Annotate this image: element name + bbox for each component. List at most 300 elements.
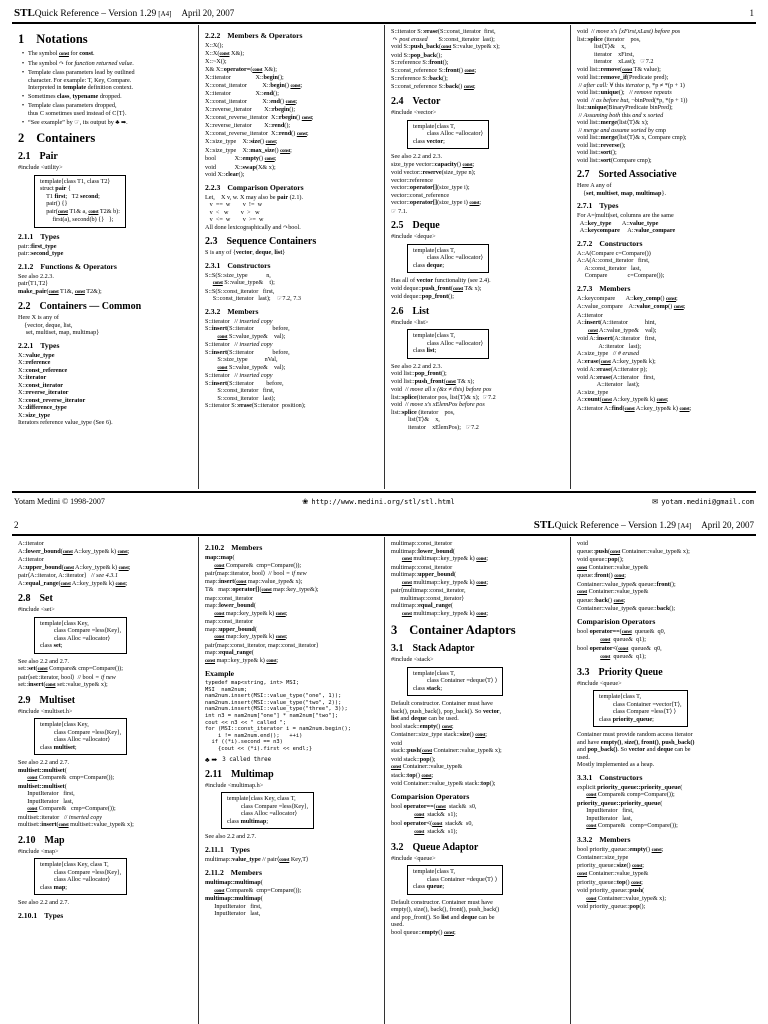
const-marker: const [265, 140, 276, 145]
text-line: void [577, 540, 589, 547]
text-line: list::splice(iterator pos, list⟨T⟩& x); ☞7.2 [391, 393, 496, 401]
text-line: void list::sort(Compare cmp); [577, 156, 652, 164]
text-line: “See example” by ☞, its output by ♣ ➡. [28, 118, 128, 126]
const-marker: const [577, 872, 588, 877]
box-line: class Alloc =allocator⟩ [227, 810, 297, 818]
inline-emphasis: multimap [635, 189, 662, 197]
inline-emphasis: after call: [583, 81, 609, 89]
inline-emphasis: make_pair [18, 287, 47, 295]
inline-emphasis: front [445, 66, 459, 74]
text-line: A::A(A::const_iterator first, [577, 257, 650, 264]
const-marker: const [586, 896, 597, 902]
const-marker: const [391, 765, 402, 770]
heading-title: Members [599, 834, 631, 844]
text-line: S::insert(S::iterator before, [205, 379, 284, 387]
text-line: A::erase(const A::key_type& k); [577, 357, 656, 365]
text-line: void A::insert(A::iterator first, [577, 335, 657, 342]
text-line: X::size_type [18, 411, 50, 419]
inline-emphasis: size [250, 138, 260, 145]
const-marker: const [58, 52, 69, 57]
const-marker: const [252, 67, 263, 73]
page1-column-3 [384, 25, 570, 489]
text-line: A::iterator [18, 556, 44, 563]
inline-emphasis: push [407, 747, 420, 754]
text-line: const queue& q1); [600, 653, 646, 660]
text-block [391, 855, 567, 863]
inline-emphasis: empty [242, 155, 259, 162]
text-line: See also 2.2.3. [18, 272, 54, 280]
inline-emphasis: priority_queue::priority_queue [597, 783, 681, 791]
text-line: multimap::equal_range( [391, 602, 453, 609]
bullet-text [28, 60, 195, 68]
inline-emphasis: and [632, 111, 642, 119]
const-marker: const [475, 733, 486, 738]
heading-number: 2.2.2 [205, 31, 221, 40]
inline-emphasis: insert [41, 821, 57, 828]
bullet-icon: • [21, 102, 25, 109]
subsubsection-heading [205, 31, 381, 40]
text-line: and pop_front(). So list and deque can be [391, 913, 495, 921]
inline-emphasis: multiset [53, 743, 75, 751]
subsubsection-heading [18, 262, 195, 271]
inline-emphasis: set [586, 189, 594, 197]
text-line: Sometimes class, typename dropped. [28, 93, 122, 100]
text-line: const stack& s1); [414, 828, 458, 835]
const-marker: const [476, 557, 487, 562]
text-block [205, 272, 381, 303]
text-line: Here A any of [577, 182, 612, 189]
heading-number: 2.5 [391, 220, 404, 231]
box-line: struct pair { [40, 185, 71, 192]
subsection-heading [18, 695, 195, 706]
inline-emphasis: iterator [625, 81, 645, 89]
text-line: void X::swap(X& x); [205, 163, 276, 171]
inline-emphasis: value_type [232, 855, 261, 863]
inline-emphasis: back [656, 605, 670, 612]
inline-emphasis: keycompare [587, 227, 620, 234]
text-block [18, 273, 195, 297]
text-line: X::const_iterator [18, 381, 64, 389]
const-marker: const [618, 646, 629, 652]
box-line: class Alloc =allocator⟩ [40, 736, 110, 743]
box-line: class Alloc =allocator⟩ [40, 876, 110, 883]
box-line: template⟨class T1, class T2⟩ [40, 177, 110, 185]
text-line: #include <queue> [391, 854, 436, 862]
text-block [391, 28, 567, 91]
inline-emphasis: const_reverse_iterator [25, 396, 86, 404]
text-block [18, 352, 195, 427]
text-line: const A::value_type& val); [587, 326, 657, 334]
text-line: InputIterator last, [577, 814, 633, 822]
heading-title: Types [230, 844, 250, 854]
text-line: X::iterator [18, 374, 47, 381]
inline-emphasis: rbegin [272, 106, 290, 113]
text-line: and pop_back(). So vector and deque can be [577, 746, 691, 753]
text-line: A::key_type A::value_type [577, 219, 659, 227]
text-block [205, 879, 381, 918]
text-line: pair⟨A::iterator, A::iterator⟩ // see 4.3.1 [18, 572, 118, 579]
inline-emphasis: upper_bound [25, 563, 62, 571]
doc-date: April 20, 2007 [181, 8, 235, 18]
box-line: template⟨class T, [413, 122, 456, 130]
const-marker: const [464, 68, 475, 74]
inline-emphasis: empty [419, 722, 437, 730]
const-marker: const [624, 406, 635, 412]
text-line: const S::value_type& val); [217, 332, 286, 340]
text-line: multiset::iterator // inserted copy [18, 813, 103, 821]
text-line: A::A(Compare c=Compare()) [577, 249, 651, 257]
box-line: pair(const T1& a, const T2& b): [40, 207, 120, 215]
text-line: const Container::value_type& [577, 563, 649, 571]
box-line: first(a), second(b) {} }; [40, 216, 114, 223]
text-line: #include <multimap.h> [205, 781, 264, 789]
subsubsection-heading [577, 239, 753, 248]
inline-emphasis: first [54, 192, 66, 200]
text-line: S::insert(S::iterator before, [205, 325, 290, 332]
const-marker: const [476, 611, 487, 617]
text-block [577, 540, 753, 613]
text-line: InputIterator first, [577, 807, 634, 814]
text-line: A::size_type [577, 388, 609, 396]
text-line: pair⟨multimap::const_iterator, [391, 587, 466, 594]
const-marker: const [610, 549, 621, 555]
text-line: map::upper_bound( [205, 625, 257, 633]
text-line: X::const_iterator X::end() const; [205, 97, 298, 105]
page2-column-3 [384, 537, 570, 1024]
const-marker: const [651, 847, 662, 853]
inline-emphasis: queue [426, 883, 443, 890]
bullet-item [18, 69, 195, 92]
inline-emphasis: reverse [600, 141, 620, 149]
const-marker: const [279, 857, 290, 863]
text-block [391, 899, 567, 938]
text-line: {vector, deque, list, [18, 321, 73, 329]
text-line: Container::size_type stack::size() const; [391, 731, 487, 738]
const-marker: const [118, 565, 129, 571]
subsubsection-heading [18, 911, 195, 920]
text-line: #include <set> [18, 606, 55, 613]
heading-number: 3.2 [391, 841, 404, 853]
text-line: X::difference_type [18, 404, 67, 411]
text-line: S::const_iterator first, [205, 387, 275, 394]
inline-emphasis: insert [211, 348, 228, 356]
inline-emphasis: Assuming both [583, 111, 621, 119]
text-line: list⟨T⟩& x, [577, 43, 626, 50]
text-line: Container must provide random access iterator [577, 731, 693, 738]
inline-emphasis: capacity [434, 160, 457, 168]
const-marker: const [443, 930, 454, 936]
subsection-heading [18, 835, 195, 846]
text-line: void list::unique(); // remove repeats [577, 89, 672, 96]
subsubsection-heading [205, 183, 381, 192]
inline-emphasis: count [584, 396, 600, 403]
text-line: // Assuming both this and x sorted [577, 111, 664, 119]
box-line: class Container =deque⟨T⟩ ⟩ [413, 677, 498, 684]
text-block [391, 277, 567, 301]
text-line: A::equal_range(const A::key_type& k) const; [18, 579, 128, 587]
text-block [577, 784, 753, 831]
inline-emphasis: deque [255, 249, 272, 256]
code-line: nam2num.insert(MSI::value_type("three", 3)); [205, 706, 348, 713]
box-line: class multimap; [227, 817, 269, 825]
box-line: class map; [40, 883, 68, 891]
text-line: const Container::value_type& [577, 588, 649, 595]
inline-emphasis: swap [242, 163, 256, 171]
heading-title: Queue Adaptor [412, 841, 479, 853]
box-line: class Compare =less⟨Key⟩, [40, 728, 122, 736]
text-line: The symbol const for const. [28, 50, 95, 57]
inline-emphasis: # erased [617, 350, 640, 357]
heading-title: List [412, 305, 430, 317]
const-marker: const [586, 793, 597, 798]
text-line: pair::second_type [18, 250, 64, 257]
inline-emphasis: lower_bound [418, 547, 453, 555]
heading-number: 3.3.2 [577, 834, 593, 844]
class-template-box [407, 667, 503, 697]
const-marker: const [656, 398, 667, 403]
bullet-item [18, 102, 195, 117]
inline-emphasis: deque [410, 715, 427, 722]
const-marker: const [421, 749, 432, 754]
text-line: {set, multiset, map, multimap}. [577, 189, 667, 197]
inline-emphasis: back [445, 82, 459, 90]
heading-title: Types [40, 231, 60, 241]
inline-emphasis: set [53, 642, 61, 649]
footer-email[interactable]: yotam.medini@gmail.com [661, 498, 754, 506]
text-line: const map::key_type& k) const; [214, 609, 288, 617]
const-marker: const [435, 804, 446, 810]
text-line: set, multiset, map, multimap} [18, 329, 100, 336]
text-line: bool stack::empty() const; [391, 722, 454, 730]
inline-emphasis: push_front [421, 284, 451, 292]
text-line: X::size_type X::size() const; [205, 138, 278, 145]
text-block [577, 212, 753, 235]
bullet-item [18, 119, 195, 127]
text-line: S::iterator // inserted copy [205, 317, 273, 325]
inline-emphasis: reference [25, 359, 51, 366]
const-marker: const [58, 823, 69, 828]
inline-emphasis: difference_type [25, 404, 67, 411]
subsubsection-heading [577, 201, 753, 210]
inline-emphasis: remove_if [600, 74, 627, 81]
text-line: pair⟨T1,T2⟩ [18, 280, 48, 287]
text-block [205, 318, 381, 410]
class-template-box [34, 617, 127, 654]
inline-emphasis: value_type [25, 351, 55, 359]
box-line: class set; [40, 642, 63, 649]
const-marker: const [37, 667, 48, 672]
subsubsection-heading [205, 543, 381, 552]
text-block [577, 28, 753, 164]
text-line: #include <vector> [391, 109, 437, 116]
inline-emphasis: clear [225, 171, 239, 178]
const-marker: const [236, 579, 247, 585]
inline-emphasis: splice [588, 35, 603, 43]
inline-emphasis: splice [402, 408, 417, 416]
text-line: S::iterator S::erase(S::const_iterator first, [391, 28, 496, 35]
heading-title: Members [231, 543, 263, 552]
inline-emphasis: erase [597, 373, 611, 381]
text-line: queue::front() const; [577, 572, 626, 579]
heading-title: Functions & Operators [40, 261, 117, 271]
const-marker: const [632, 863, 643, 869]
subsubsection-heading [205, 261, 381, 270]
text-block [391, 233, 567, 241]
section-heading [18, 32, 195, 47]
text-line: multiset::insert(const multiset::value_type& x); [18, 821, 134, 828]
inline-emphasis: empty() [600, 738, 622, 746]
page2-column-1 [12, 537, 198, 1024]
text-line: void priority_queue::push( [577, 887, 645, 894]
heading-title: Notations [36, 32, 88, 46]
const-marker: const [275, 611, 286, 617]
text-line: iterator xLast); ☞7.2 [577, 58, 654, 65]
text-line: multimap::const_iterator⟩ [391, 594, 464, 602]
text-line: void queue::pop(); [577, 556, 624, 563]
text-line: void // move x's [xFirst,xLast) before pos [577, 28, 681, 35]
heading-number: 2.11.1 [205, 844, 224, 854]
box-line: class vector; [413, 137, 445, 145]
text-line: void Container::value_type& stack::top(); [391, 780, 496, 787]
text-block [18, 899, 195, 907]
output-text: 3 called three [222, 756, 272, 763]
text-line: void deque::push_front(const T& x); [391, 284, 482, 292]
heading-title: Deque [412, 220, 440, 231]
inline-emphasis: operator== [589, 627, 620, 635]
text-line: const multimap::key_type& k) const; [401, 578, 489, 586]
inline-emphasis: map [620, 189, 633, 197]
text-line: X::reference [18, 359, 51, 366]
inline-emphasis: multiset::multiset [18, 766, 65, 774]
const-marker: const [679, 406, 690, 412]
const-marker: const [217, 365, 228, 371]
text-line: map::const_iterator [205, 618, 254, 625]
text-block [391, 803, 567, 837]
bullet-item [18, 60, 195, 68]
heading-title: Containers [36, 131, 96, 145]
heading-title: Types [599, 201, 619, 210]
const-marker: const [432, 821, 443, 827]
text-line: #include <stack> [391, 656, 434, 663]
inline-emphasis: push_back() [661, 738, 695, 746]
inline-emphasis: const [79, 50, 94, 57]
heading-number: 2.11 [205, 768, 222, 780]
const-marker: const [27, 776, 38, 781]
text-line: const queue& q1); [600, 636, 646, 643]
page1-columns [12, 25, 756, 489]
box-line: class stack; [413, 684, 443, 692]
text-line: void X::clear(); [205, 171, 245, 178]
example-output [205, 756, 381, 764]
text-line: For A=|multi|set, columns are the same [577, 212, 674, 219]
text-block [391, 363, 567, 432]
bold-heading: Comparision Operators [577, 616, 656, 626]
code-line: nam2num.insert(MSI::value_type("two", 2)); [205, 699, 342, 706]
inline-emphasis: front [656, 580, 670, 588]
heading-number: 2.1.1 [18, 231, 34, 241]
const-marker: const [275, 635, 286, 640]
text-line: X::X(const X&); [205, 49, 245, 57]
text-line: multiset::multiset( [18, 766, 67, 774]
text-line: vector::operator[](size_type i) const; [391, 199, 482, 206]
subsection-heading [391, 306, 567, 317]
text-line: X& X::operator=(const X&); [205, 65, 277, 73]
text-line: multimap::upper_bound( [391, 571, 456, 578]
text-line: stack::top() const; [391, 771, 434, 779]
text-line: Interpreted in template definition context. [28, 84, 133, 91]
text-line: void // as before but, ¬binPred(*p, *(p + 1)) [577, 96, 688, 104]
text-block [391, 540, 567, 618]
text-block [18, 658, 195, 690]
text-line: X::size_type X::max_size() const; [205, 146, 292, 154]
code-line: typedef map<string, int> MSI; [205, 680, 300, 686]
const-marker: const [587, 328, 598, 334]
inline-emphasis: rbegin [278, 113, 297, 121]
text-block [391, 656, 567, 664]
footer-url[interactable]: http://www.medini.org/stl/stl.html [311, 498, 455, 506]
footer-url-cell [302, 497, 455, 506]
heading-number: 2.3 [205, 236, 218, 247]
text-line: void [391, 739, 403, 747]
text-line: vector::reference [391, 176, 433, 184]
page2-number: 2 [14, 520, 19, 530]
inline-emphasis: begin [263, 74, 278, 81]
heading-number: 3.1 [391, 643, 404, 654]
text-line: map::const_iterator [205, 594, 254, 602]
heading-title: Constructors [227, 260, 271, 270]
box-line: template⟨class T, [413, 332, 456, 339]
inline-emphasis: multiset [596, 189, 618, 197]
heading-title: Members & Operators [227, 31, 303, 40]
subsubsection-heading [18, 341, 195, 350]
text-line: void priority_queue::pop(); [577, 903, 646, 910]
inline-emphasis: vector [416, 277, 434, 284]
subsection-heading [391, 96, 567, 107]
subsubsection-heading [205, 868, 381, 877]
text-line: X::const_iterator X::begin() const; [205, 81, 303, 89]
inline-emphasis: pair [277, 193, 289, 201]
const-marker: const [421, 773, 432, 779]
const-marker: const [463, 84, 474, 90]
text-line: void stack::pop(); [391, 755, 436, 763]
footer-copyright: Yotam Medini © 1998-2007 [14, 497, 105, 506]
class-template-box [407, 329, 489, 359]
const-marker: const [212, 281, 223, 286]
inline-emphasis: map::map [205, 554, 233, 561]
page2-column-4 [570, 537, 756, 1024]
heading-number: 2.11.2 [205, 868, 224, 878]
text-line: Template class parameters lead by outlined [28, 69, 135, 76]
text-block [391, 109, 567, 117]
text-line: iterator xElemPos); ☞7.2 [391, 423, 479, 431]
box-line: class Alloc =allocator⟩ [40, 634, 110, 642]
heading-number: 2.3.1 [205, 260, 221, 270]
box-line: class Container =deque⟨T⟩ ⟩ [413, 875, 498, 883]
inline-emphasis: priority_queue::priority_queue [577, 799, 661, 807]
inline-emphasis: operator[] [409, 199, 438, 206]
text-line: S::const_iterator last); [205, 394, 276, 402]
box-line: class Compare =less⟨Key⟩, [227, 802, 309, 810]
box-line: template⟨class Key, [40, 721, 89, 728]
const-marker: const [48, 289, 59, 295]
text-line: Here X is any of [18, 314, 59, 321]
inline-emphasis: insert [597, 335, 613, 342]
inline-emphasis: set [28, 665, 36, 672]
text-line: X::const_reverse_iterator [18, 396, 86, 404]
text-line: const map::key_type& k) const; [205, 656, 279, 664]
text-line: list::splice (iterator pos, [577, 35, 641, 43]
inline-emphasis: vector [235, 249, 253, 256]
